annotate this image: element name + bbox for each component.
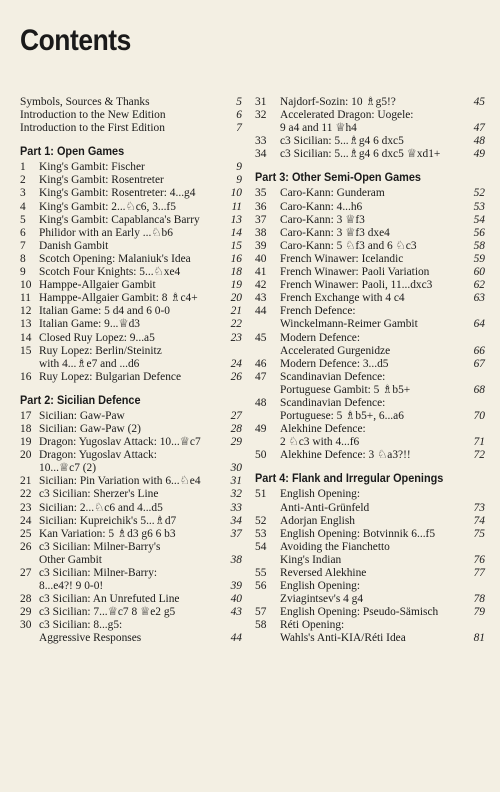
toc-entry-continuation [255, 345, 485, 358]
toc-entry [20, 410, 242, 423]
entry-title: Portuguese Gambit: 5 ♗b5+ [280, 383, 411, 396]
entry-page-number: 9 [236, 161, 242, 174]
part-heading: Part 2: Sicilian Defence [20, 393, 141, 407]
toc-entry [20, 475, 242, 488]
entry-number: 41 [255, 266, 267, 279]
entry-title: 8...e4?! 9 0-0! [39, 580, 104, 593]
entry-title: 2 ♘c3 with 4...f6 [280, 436, 360, 449]
toc-entry [255, 423, 485, 436]
part-heading: Part 1: Open Games [20, 145, 125, 159]
entry-number: 36 [255, 200, 267, 213]
entry-number: 43 [255, 292, 267, 305]
entry-number: 5 [20, 213, 26, 226]
entry-title: Portuguese: 5 ♗b5+, 6...a6 [280, 410, 404, 423]
toc-entry [20, 122, 242, 135]
entry-title: King's Gambit: 2...♘c6, 3...f5 [39, 200, 176, 213]
entry-title: Kan Variation: 5 ♗d3 g6 6 b3 [39, 527, 176, 540]
entry-title: English Opening: Pseudo-Sämisch [280, 606, 439, 619]
entry-number: 1 [20, 161, 26, 174]
entry-page-number: 7 [236, 122, 242, 135]
toc-entry [255, 292, 485, 305]
entry-title: Accelerated Gurgenidze [280, 344, 391, 357]
toc-entry [255, 135, 485, 148]
toc-entry [20, 240, 242, 253]
toc-entry [255, 214, 485, 227]
entry-title: Réti Opening: [280, 619, 345, 632]
entry-page-number: 71 [473, 436, 485, 449]
entry-number: 30 [20, 619, 32, 632]
entry-page-number: 75 [473, 527, 485, 540]
entry-page-number: 39 [230, 580, 242, 593]
entry-title: English Opening: [280, 580, 361, 593]
entry-number: 7 [20, 239, 26, 252]
toc-entry-continuation [20, 358, 242, 371]
entry-number: 55 [255, 567, 267, 579]
toc-entry [20, 227, 242, 240]
entry-number: 11 [20, 292, 31, 305]
entry-number: 12 [20, 305, 32, 318]
toc-entry [255, 580, 485, 593]
entry-title: Sicilian: Gaw-Paw [39, 409, 125, 422]
entry-number: 3 [20, 187, 26, 200]
entry-title: King's Indian [280, 553, 342, 566]
entry-page-number: 44 [230, 632, 242, 645]
entry-page-number: 24 [230, 357, 242, 370]
entry-number: 58 [255, 619, 267, 632]
entry-page-number: 32 [230, 488, 242, 501]
entry-page-number: 66 [473, 344, 485, 357]
toc-entry [255, 279, 485, 292]
toc-entry [255, 606, 485, 619]
entry-title: c3 Sicilian: Milner-Barry's [39, 540, 161, 553]
entry-title: Avoiding the Fianchetto [280, 540, 390, 553]
entry-title: Anti-Anti-Grünfeld [280, 501, 370, 514]
entry-page-number: 33 [230, 501, 242, 514]
entry-page-number: 21 [230, 305, 242, 318]
entry-page-number: 38 [230, 553, 242, 566]
entry-number: 48 [255, 396, 267, 409]
entry-title: c3 Sicilian: 7...♕c7 8 ♕e2 g5 [39, 606, 176, 619]
entry-number: 27 [20, 567, 32, 579]
entry-page-number: 70 [473, 410, 485, 423]
toc-entry [255, 227, 485, 240]
entry-title: Winckelmann-Reimer Gambit [280, 318, 418, 331]
toc-entry [255, 488, 485, 501]
entry-number: 56 [255, 580, 267, 593]
entry-page-number: 74 [473, 514, 485, 527]
entry-title: Adorjan English [280, 514, 355, 527]
toc-entry-continuation [255, 384, 485, 397]
entry-title: King's Gambit: Rosentreter: 4...g4 [39, 187, 196, 200]
entry-page-number: 78 [473, 593, 485, 606]
entry-title: Other Gambit [39, 553, 102, 566]
entry-page-number: 76 [473, 553, 485, 566]
entry-title: Hamppe-Allgaier Gambit [39, 279, 156, 292]
entry-title: King's Gambit: Fischer [39, 161, 145, 174]
entry-title: Scotch Opening: Malaniuk's Idea [39, 252, 191, 265]
toc-entry [20, 515, 242, 528]
entry-title: Italian Game: 5 d4 and 6 0-0 [39, 305, 170, 318]
entry-page-number: 5 [236, 96, 242, 108]
entry-page-number: 67 [473, 357, 485, 370]
entry-page-number: 59 [473, 252, 485, 265]
entry-title: Closed Ruy Lopez: 9...a5 [39, 331, 155, 344]
part-heading: Part 4: Flank and Irregular Openings [255, 472, 444, 486]
toc-entry [255, 201, 485, 214]
toc-entry [255, 371, 485, 384]
entry-page-number: 34 [230, 514, 242, 527]
entry-title: Reversed Alekhine [280, 567, 367, 579]
entry-number: 40 [255, 252, 267, 265]
entry-title: English Opening: [280, 488, 361, 501]
entry-number: 42 [255, 279, 267, 292]
entry-title: Italian Game: 9...♕d3 [39, 318, 140, 331]
entry-number: 45 [255, 331, 267, 344]
entry-title: with 4...♗e7 and ...d6 [39, 357, 140, 370]
entry-title: Dragon: Yugoslav Attack: 10...♕c7 [39, 436, 201, 449]
entry-page-number: 49 [473, 148, 485, 161]
entry-page-number: 58 [473, 239, 485, 252]
entry-number: 8 [20, 252, 26, 265]
entry-number: 2 [20, 174, 26, 187]
entry-number: 39 [255, 239, 267, 252]
entry-number: 35 [255, 187, 267, 200]
toc-entry [255, 148, 485, 161]
entry-title: Introduction to the New Edition [20, 109, 166, 122]
toc-left-column [20, 96, 242, 646]
entry-title: Najdorf-Sozin: 10 ♗g5!? [280, 96, 396, 108]
toc-entry [20, 345, 242, 358]
entry-title: Wahls's Anti-KIA/Réti Idea [280, 632, 406, 645]
entry-title: Scandinavian Defence: [280, 370, 386, 383]
toc-entry [255, 305, 485, 318]
toc-entry [255, 96, 485, 109]
entry-page-number: 19 [230, 279, 242, 292]
entry-title: French Winawer: Icelandic [280, 252, 404, 265]
toc-entry [20, 214, 242, 227]
entry-title: Danish Gambit [39, 239, 109, 252]
entry-title: King's Gambit: Capablanca's Barry [39, 213, 200, 226]
entry-title: French Defence: [280, 305, 356, 318]
entry-page-number: 45 [473, 96, 485, 108]
toc-entry-continuation [255, 632, 485, 645]
entry-page-number: 31 [230, 475, 242, 488]
entry-number: 10 [20, 279, 32, 292]
toc-entry [20, 528, 242, 541]
entry-number: 49 [255, 423, 267, 436]
entry-title: Caro-Kann: 3 ♕f3 dxe4 [280, 226, 390, 239]
toc-entry [255, 358, 485, 371]
entry-page-number: 15 [230, 239, 242, 252]
entry-title: Alekhine Defence: [280, 423, 366, 436]
entry-number: 14 [20, 331, 32, 344]
entry-number: 44 [255, 305, 267, 318]
entry-title: Sicilian: Kupreichik's 5...♗d7 [39, 514, 177, 527]
entry-number: 23 [20, 501, 32, 514]
entry-number: 38 [255, 226, 267, 239]
entry-title: Scotch Four Knights: 5...♘xe4 [39, 266, 181, 279]
toc-entry [255, 397, 485, 410]
entry-page-number: 27 [230, 409, 242, 422]
toc-entry [20, 279, 242, 292]
entry-page-number: 81 [473, 632, 485, 645]
entry-number: 32 [255, 109, 267, 122]
toc-entry [20, 593, 242, 606]
toc-entry [20, 606, 242, 619]
entry-page-number: 64 [473, 318, 485, 331]
entry-title: Modern Defence: [280, 331, 361, 344]
entry-title: c3 Sicilian: An Unrefuted Line [39, 593, 180, 606]
entry-page-number: 14 [230, 226, 242, 239]
entry-title: Caro-Kann: Gunderam [280, 187, 385, 200]
entry-number: 15 [20, 344, 32, 357]
toc-entry [20, 253, 242, 266]
toc-entry [20, 541, 242, 554]
entry-page-number: 37 [230, 527, 242, 540]
entry-page-number: 9 [236, 174, 242, 187]
entry-number: 24 [20, 514, 32, 527]
toc-entry [20, 502, 242, 515]
entry-title: c3 Sicilian: 8...g5: [39, 619, 123, 632]
toc-entry [20, 436, 242, 449]
toc-entry [20, 201, 242, 214]
entry-title: Accelerated Dragon: Uogele: [280, 109, 414, 122]
entry-title: Zviagintsev's 4 g4 [280, 593, 364, 606]
entry-title: Hamppe-Allgaier Gambit: 8 ♗c4+ [39, 292, 198, 305]
toc-entry-continuation [20, 632, 242, 645]
entry-title: Sicilian: 2...♘c6 and 4...d5 [39, 501, 163, 514]
entry-title: c3 Sicilian: 5...♗g4 6 dxc5 [280, 135, 404, 148]
entry-number: 52 [255, 514, 267, 527]
entry-title: Modern Defence: 3...d5 [280, 357, 389, 370]
toc-entry [20, 332, 242, 345]
entry-title: c3 Sicilian: Sherzer's Line [39, 488, 159, 501]
entry-title: French Winawer: Paoli, 11...dxc3 [280, 279, 433, 292]
toc-entry [20, 292, 242, 305]
entry-page-number: 62 [473, 279, 485, 292]
entry-title: English Opening: Botvinnik 6...f5 [280, 527, 436, 540]
entry-number: 34 [255, 148, 267, 161]
entry-title: French Exchange with 4 c4 [280, 292, 405, 305]
entry-number: 37 [255, 213, 267, 226]
entry-number: 31 [255, 96, 267, 108]
entry-page-number: 52 [473, 187, 485, 200]
toc-entry-continuation [20, 554, 242, 567]
entry-number: 9 [20, 266, 26, 279]
entry-number: 53 [255, 527, 267, 540]
entry-number: 57 [255, 606, 267, 619]
toc-entry [20, 567, 242, 580]
toc-entry [20, 371, 242, 384]
toc-entry [255, 187, 485, 200]
toc-entry [20, 318, 242, 331]
entry-page-number: 73 [473, 501, 485, 514]
toc-entry [20, 619, 242, 632]
entry-title: c3 Sicilian: 5...♗g4 6 dxc5 ♕xd1+ [280, 148, 441, 161]
entry-number: 25 [20, 527, 32, 540]
entry-title: Caro-Kann: 5 ♘f3 and 6 ♘c3 [280, 239, 417, 252]
toc-entry [20, 109, 242, 122]
entry-number: 22 [20, 488, 32, 501]
toc-entry-continuation [255, 593, 485, 606]
entry-title: Scandinavian Defence: [280, 396, 386, 409]
entry-title: King's Gambit: Rosentreter [39, 174, 164, 187]
entry-page-number: 6 [236, 109, 242, 122]
entry-page-number: 47 [473, 122, 485, 135]
toc-entry [20, 174, 242, 187]
entry-page-number: 72 [473, 449, 485, 462]
toc-entry [255, 332, 485, 345]
toc-entry [20, 488, 242, 501]
entry-page-number: 10 [230, 187, 242, 200]
entry-title: Introduction to the First Edition [20, 122, 165, 135]
entry-page-number: 63 [473, 292, 485, 305]
entry-page-number: 23 [230, 331, 242, 344]
toc-entry-continuation [255, 318, 485, 331]
entry-number: 51 [255, 488, 267, 501]
entry-title: Caro-Kann: 4...h6 [280, 200, 363, 213]
toc-entry [255, 567, 485, 580]
entry-number: 4 [20, 200, 26, 213]
toc-entry [255, 541, 485, 554]
entry-number: 19 [20, 436, 32, 449]
entry-number: 18 [20, 422, 32, 435]
entry-title: Sicilian: Gaw-Paw (2) [39, 422, 141, 435]
entry-page-number: 16 [230, 252, 242, 265]
entry-number: 20 [20, 449, 32, 462]
entry-page-number: 22 [230, 318, 242, 331]
toc-entry-continuation [20, 462, 242, 475]
entry-page-number: 77 [473, 567, 485, 579]
entry-title: 9 a4 and 11 ♕h4 [280, 122, 357, 135]
entry-page-number: 54 [473, 213, 485, 226]
entry-page-number: 53 [473, 200, 485, 213]
toc-entry [20, 305, 242, 318]
toc-entry [20, 161, 242, 174]
toc-entry [20, 187, 242, 200]
entry-title: 10...♕c7 (2) [39, 462, 97, 475]
toc-entry-continuation [255, 122, 485, 135]
toc-entry [20, 266, 242, 279]
page-title: Contents [20, 24, 131, 57]
toc-entry [255, 619, 485, 632]
toc-entry [255, 515, 485, 528]
entry-page-number: 20 [230, 292, 242, 305]
entry-number: 54 [255, 540, 267, 553]
toc-entry-continuation [255, 502, 485, 515]
entry-page-number: 30 [230, 462, 242, 475]
toc-entry-continuation [255, 410, 485, 423]
toc-entry-continuation [255, 554, 485, 567]
entry-title: Dragon: Yugoslav Attack: [39, 449, 157, 462]
entry-title: French Winawer: Paoli Variation [280, 266, 430, 279]
entry-page-number: 60 [473, 266, 485, 279]
toc-entry [255, 449, 485, 462]
entry-number: 21 [20, 475, 32, 488]
entry-number: 26 [20, 540, 32, 553]
entry-page-number: 68 [473, 383, 485, 396]
entry-number: 33 [255, 135, 267, 148]
entry-page-number: 11 [231, 200, 242, 213]
toc-entry [20, 449, 242, 462]
toc-entry [255, 528, 485, 541]
entry-number: 13 [20, 318, 32, 331]
part-heading: Part 3: Other Semi-Open Games [255, 171, 421, 185]
entry-number: 6 [20, 226, 26, 239]
entry-page-number: 43 [230, 606, 242, 619]
entry-number: 17 [20, 409, 32, 422]
toc-right-column [255, 96, 485, 646]
toc-entry [20, 423, 242, 436]
entry-number: 46 [255, 357, 267, 370]
entry-title: c3 Sicilian: Milner-Barry: [39, 567, 158, 579]
entry-number: 29 [20, 606, 32, 619]
entry-page-number: 79 [473, 606, 485, 619]
toc-entry [20, 96, 242, 109]
entry-page-number: 26 [230, 370, 242, 383]
toc-entry-continuation [20, 580, 242, 593]
toc-entry [255, 109, 485, 122]
toc-entry-continuation [255, 436, 485, 449]
entry-page-number: 48 [473, 135, 485, 148]
entry-title: Caro-Kann: 3 ♕f3 [280, 213, 365, 226]
entry-title: Philidor with an Early ...♘b6 [39, 226, 173, 239]
entry-number: 16 [20, 370, 32, 383]
entry-title: Symbols, Sources & Thanks [20, 96, 150, 108]
entry-title: Ruy Lopez: Berlin/Steinitz [39, 344, 162, 357]
entry-page-number: 56 [473, 226, 485, 239]
entry-number: 47 [255, 370, 267, 383]
entry-page-number: 28 [230, 422, 242, 435]
entry-page-number: 40 [230, 593, 242, 606]
toc-entry [255, 253, 485, 266]
toc-entry [255, 240, 485, 253]
entry-page-number: 18 [230, 266, 242, 279]
entry-title: Aggressive Responses [39, 632, 142, 645]
entry-number: 50 [255, 449, 267, 462]
toc-entry [255, 266, 485, 279]
entry-title: Sicilian: Pin Variation with 6...♘e4 [39, 475, 201, 488]
entry-page-number: 13 [230, 213, 242, 226]
entry-page-number: 29 [230, 436, 242, 449]
entry-title: Alekhine Defence: 3 ♘a3?!! [280, 449, 411, 462]
entry-title: Ruy Lopez: Bulgarian Defence [39, 370, 182, 383]
entry-number: 28 [20, 593, 32, 606]
